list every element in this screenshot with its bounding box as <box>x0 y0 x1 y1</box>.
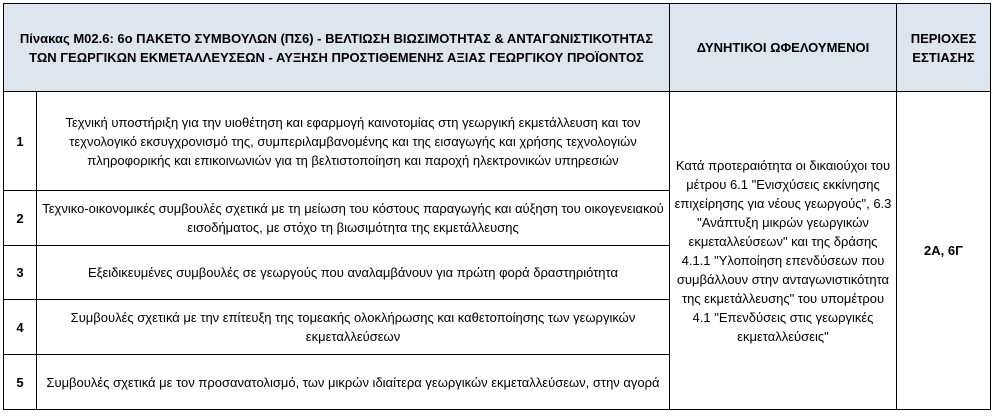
header-title: Πίνακας Μ02.6: 6ο ΠΑΚΕΤΟ ΣΥΜΒΟΥΛΩΝ (ΠΣ6) - ΒΕΛΤΙΩΣΗ ΒΙΩΣΙΜΟΤΗΤΑΣ & ΑΝΤΑΓΩΝΙΣΤΙΚΟΤΗΤΑΣ ΤΩΝ ΓΕΩΡΓΙΚΩΝ ΕΚΜΕΤΑΛΛΕΥΣΕΩΝ - ΑΥΞΗΣΗ ΠΡΟΣΤΙΘΕΜΕΝΗΣ ΑΞΙΑΣ ΓΕΩΡΓΙΚΟΥ ΠΡΟΪΟΝΤΟΣ <box>4 4 670 92</box>
header-beneficiaries: ΔΥΝΗΤΙΚΟΙ ΩΦΕΛΟΥΜΕΝΟΙ <box>670 4 897 92</box>
row-number: 4 <box>4 300 37 355</box>
row-number: 2 <box>4 191 37 246</box>
focus-areas-cell: 2Α, 6Γ <box>897 92 991 410</box>
header-row <box>4 4 991 92</box>
table-row <box>4 92 991 191</box>
header-focus-areas: ΠΕΡΙΟΧΕΣ ΕΣΤΙΑΣΗΣ <box>897 4 991 92</box>
row-description: Συμβουλές σχετικά με τον προσανατολισμό, των μικρών ιδιαίτερα γεωργικών εκμεταλλεύσεων, στην αγορά <box>37 355 670 410</box>
beneficiaries-cell: Κατά προτεραιότητα οι δικαιούχοι του μέτρου 6.1 "Ενισχύσεις εκκίνησης επιχείρησης για νέους γεωργούς", 6.3 "Ανάπτυξη μικρών γεωργικών εκμεταλλεύσεων" και της δράσης 4.1.1 "Υλοποίηση επενδύσεων που συμβάλλουν στην ανταγωνιστικότητα της εκμετάλλευσης" του υπομέτρου 4.1 "Επενδύσεις στις γεωργικές εκμεταλλεύσεις" <box>670 92 897 410</box>
row-number: 5 <box>4 355 37 410</box>
row-description: Τεχνική υποστήριξη για την υιοθέτηση και εφαρμογή καινοτομίας στη γεωργική εκμετάλλευση και τον τεχνολογικό εκσυγχρονισμό της, συμπεριλαμβανομένης και της εισαγωγής και χρήσης τεχνολογιών πληροφορικής και επικοινωνιών για τη βελτιστοποίηση και παροχή ηλεκτρονικών υπηρεσιών <box>37 92 670 191</box>
row-description: Εξειδικευμένες συμβουλές σε γεωργούς που αναλαμβάνουν για πρώτη φορά δραστηριότητα <box>37 246 670 300</box>
row-number: 1 <box>4 92 37 191</box>
row-description: Τεχνικο-οικονομικές συμβουλές σχετικά με τη μείωση του κόστους παραγωγής και αύξηση του οικογενειακού εισοδήματος, με στόχο τη βιωσιμότητα της εκμετάλλευσης <box>37 191 670 246</box>
advisory-package-table <box>3 3 991 410</box>
row-number: 3 <box>4 246 37 300</box>
row-description: Συμβουλές σχετικά με την επίτευξη της τομεακής ολοκλήρωσης και καθετοποίησης των γεωργικών εκμεταλλεύσεων <box>37 300 670 355</box>
advisory-package-table-wrapper <box>3 3 991 410</box>
